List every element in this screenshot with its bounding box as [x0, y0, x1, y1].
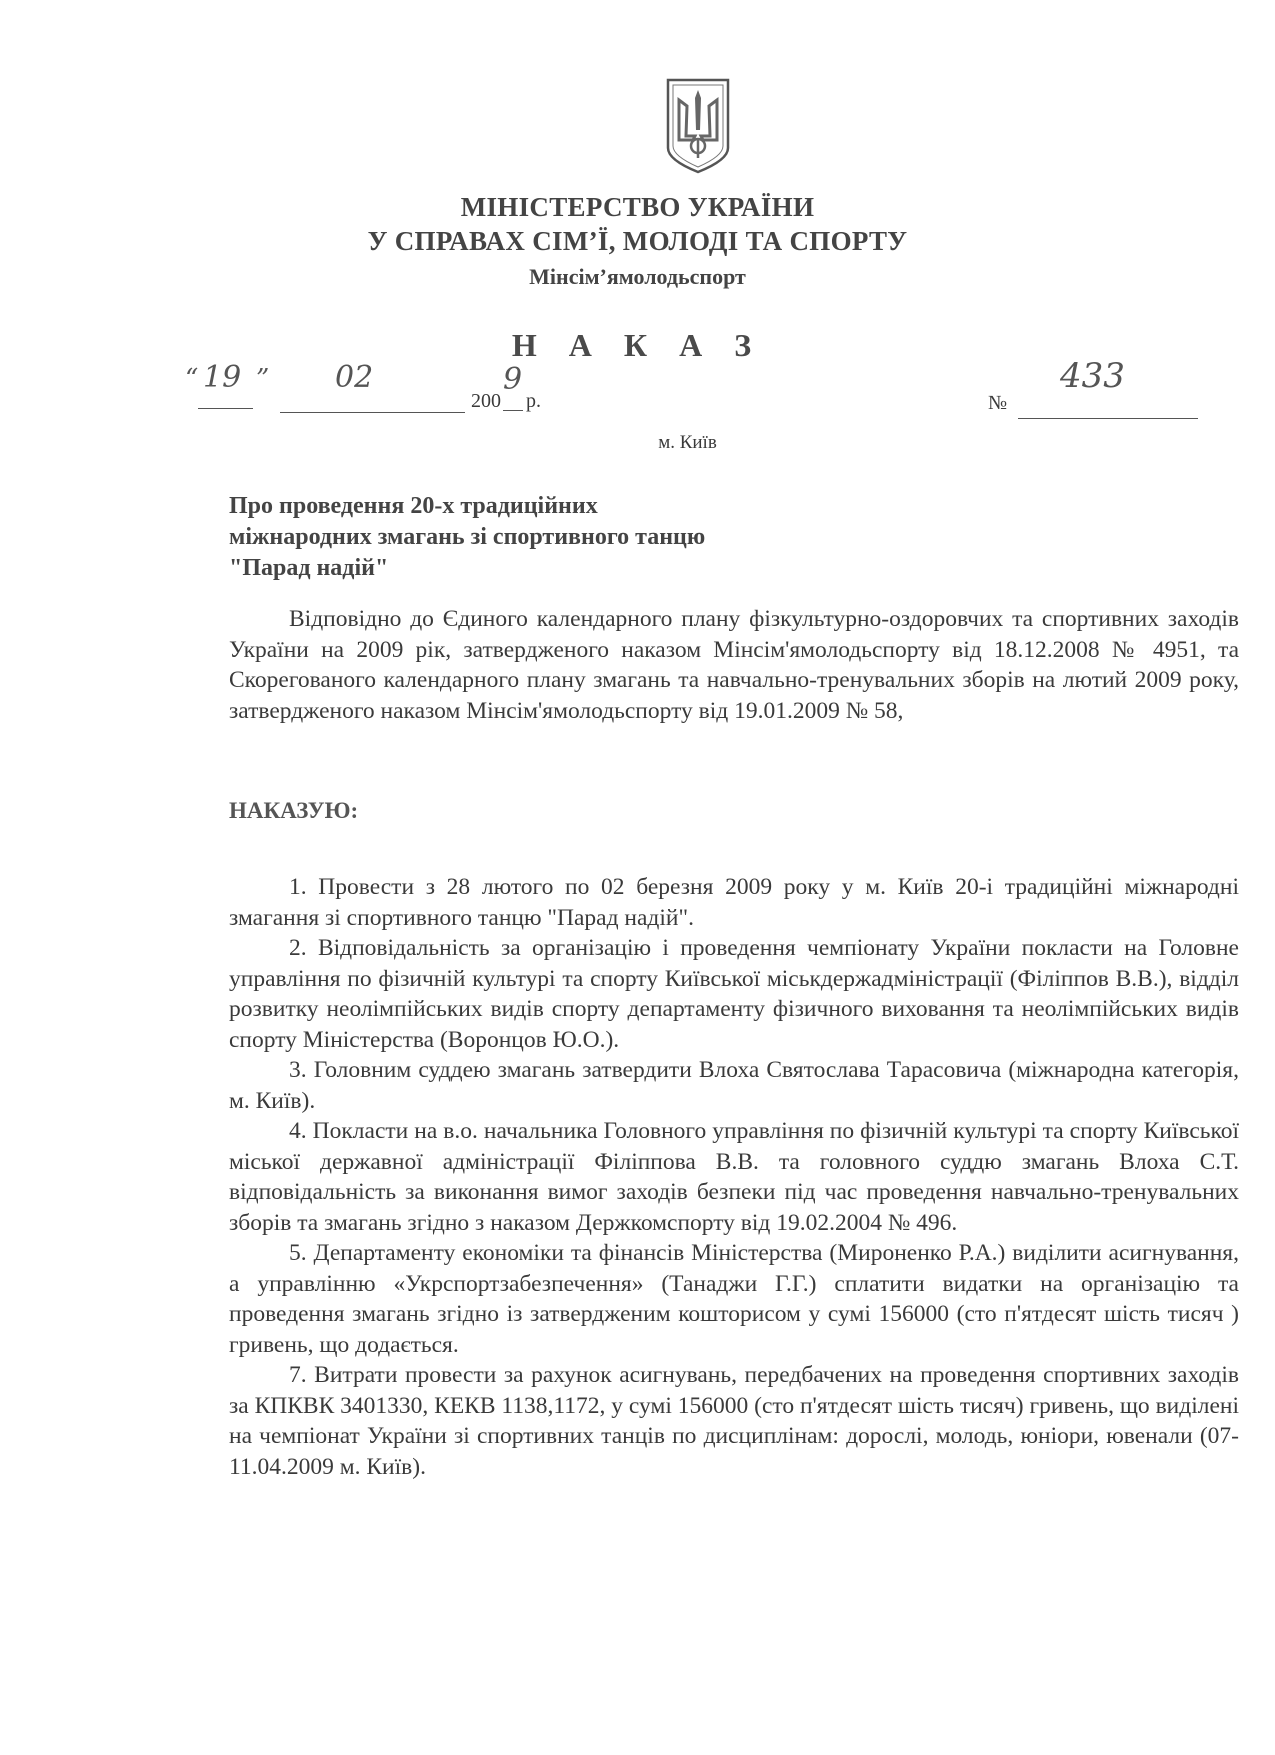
date-year-digit: 9: [503, 362, 523, 397]
order-number: 433: [1060, 356, 1125, 396]
date-open-quote: “: [185, 364, 199, 394]
ministry-name-line-1: МІНІСТЕРСТВО УКРАЇНИ: [460, 192, 815, 222]
order-word: НАКАЗУЮ:: [229, 798, 359, 823]
preamble-text: Відповідно до Єдиного календарного плану фізкультурно-оздоровчих та спортивних заходів України на 2009 рік, затвердженого наказом Мінсім'ямолодьспорту від 18.12.2008 № 4951, та Скорегованого календарного плану змагань та навчально-тренувальних зборів на лютий 2009 року, затвердженого наказом Мінсім'ямолодьспорту від 19.01.2009 № 58,: [229, 606, 1239, 724]
order-item-1: 1. Провести з 28 лютого по 02 березня 2009 року у м. Київ 20-і традиційні міжнародні змагання зі спортивного танцю "Парад надій".: [229, 874, 1239, 931]
date-month: 02: [335, 360, 374, 395]
order-items: [229, 872, 1239, 1482]
city: м. Київ: [658, 432, 717, 453]
title-line-3: "Парад надій": [229, 555, 389, 581]
order-title: [229, 491, 705, 584]
number-underline: [1018, 418, 1198, 419]
order-item-5: 5. Департаменту економіки та фінансів Міністерства (Мироненко Р.А.) виділити асигнування, а управлінню «Укрспортзабезпечення» (Танаджи Г.Г.) сплатити видатки на організацію та проведення змагань згідно із затвердженим кошторисом у сумі 156000 (сто п'ятдесят шість тисяч ) гривень, що додається.: [229, 1240, 1239, 1358]
ministry-short-name: Мінсім’ямолодьспорт: [529, 264, 746, 289]
order-item-7: 7. Витрати провести за рахунок асигнувань, передбачених на проведення спортивних заходів за КПКВК 3401330, КЕКВ 1138,1172, у сумі 156000 (сто п'ятдесят шість тисяч) гривень, що виділені на чемпіонат України зі спортивних танців по дисциплінам: дорослі, молодь, юніори, ювенали (07-11.04.2009 м. Київ).: [229, 1362, 1239, 1480]
document-type: Н А К А З: [511, 327, 764, 363]
day-underline: [198, 408, 253, 409]
title-line-2: міжнародних змагань зі спортивного танцю: [229, 524, 706, 550]
year-underline: [503, 410, 523, 411]
date-year-prefix: 200: [471, 390, 501, 412]
order-item-4: 4. Покласти на в.о. начальника Головного управління по фізичній культурі та спорту Київської міської державної адміністрації Філіппова В.В. та головного суддю змагань Влоха С.Т. відповідальність за виконання вимог заходів безпеки під час проведення навчально-тренувальних зборів та змагань згідно з наказом Держкомспорту від 19.02.2004 № 496.: [229, 1118, 1239, 1236]
order-item-2: 2. Відповідальність за організацію і проведення чемпіонату України покласти на Головне управління по фізичній культурі та спорту Київської міськдержадміністрації (Філіппов В.В.), відділ розвитку неолімпійських видів спорту департаменту фізичного виховання та неолімпійських видів спорту Міністерства (Воронцов Ю.О.).: [229, 935, 1239, 1053]
preamble: [229, 604, 1239, 726]
ministry-name-line-2: У СПРАВАХ СІМ’Ї, МОЛОДІ ТА СПОРТУ: [367, 226, 908, 256]
trident-coat-of-arms-icon: [665, 78, 731, 174]
title-line-1: Про проведення 20-х традиційних: [229, 493, 598, 519]
date-year-suffix: р.: [526, 390, 541, 412]
month-underline: [280, 412, 465, 413]
order-item-3: 3. Головним суддею змагань затвердити Влоха Святослава Тарасовича (міжнародна категорія, м. Київ).: [229, 1057, 1239, 1114]
order-number-label: №: [988, 392, 1008, 414]
date-day: 19: [203, 360, 242, 395]
date-close-quote: ”: [256, 364, 270, 394]
